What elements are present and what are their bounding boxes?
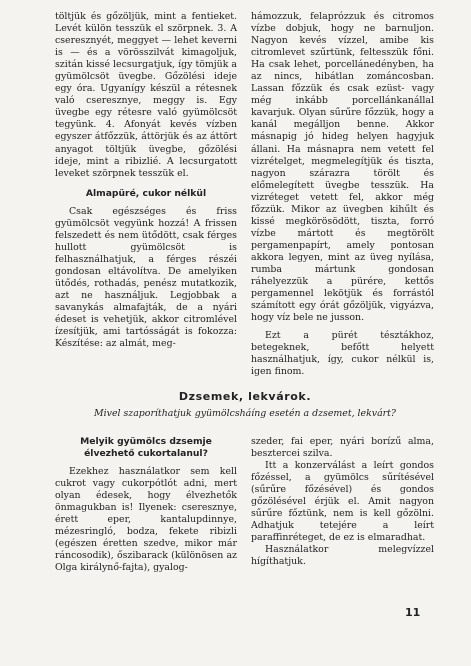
column-bottom-left [55, 436, 237, 574]
column-top-left [55, 11, 237, 350]
paragraph: Csak egészséges és friss gyümölcsöt vegyünk hozzá! A frissen felszedett és nem ütődött, csak férges hullott gyümölcsöt is felhasználhatjuk, a férges részéi gondosan eltávolítva. De amelyiken ütődés, rothadás, penész mutatkozik, azt ne használjuk. Legjobbak a savanykás almafajták, de a nyári édeset is vehetjük, akkor citromlével ízesítjük, ami tartósságát is fokozza: Készítése: az almát, meg- [55, 205, 237, 350]
section-title: Dzsemek, lekvárok. [178, 390, 312, 403]
question-heading: Melyik gyümölcs dzsemje élvezhető cukortalanul? [80, 436, 212, 459]
paragraph: Itt a konzerválást a leírt gondos főzéssel, a gyümölcs sűrítésével (sűrűre főzésével) és gondos gőzölésével érjük el. Amit nagyon sűrűre főztünk, nem is kell gőzölni. Adhatjuk tetejére a leírt paraffinréteget, de ez is elmaradhat. [251, 460, 434, 544]
recipe-heading: Almapüré, cukor nélkül [85, 187, 207, 199]
paragraph: Ezt a pürét tésztákhoz, betegeknek, befőtt helyett használhatjuk, így, cukor nélkül is, igen finom. [251, 330, 434, 378]
section-subtitle: Mivel szaporíthatjuk gyümölcsháíng esetén a dzsemet, lekvárt? [94, 408, 396, 419]
page-number: 11 [405, 606, 421, 619]
column-top-right [251, 11, 434, 378]
paragraph: hámozzuk, felaprózzuk és citromos vízbe dobjuk, hogy ne barnuljon. Nagyon kevés vízzel, amibe kis citromlevet szűrtünk, feltesszük főni. Ha csak lehet, porcellánedényben, ha az nincs, hibátlan zománcosban. Lassan főzzük és csak ezüst- vagy még inkább porcellánkanállal kavarjuk. Olyan sűrűre főzzük, hogy a kanál megálljon benne. Akkor másnapig jó hideg helyen hagyjuk állani. Ha másnapra nem vetett fel vizrételget, megmelegítjük és tiszta, nagyon szárazra törölt és előmelegített üvegbe tesszük. Ha vizréteget vetett fel, akkor még főzzük. Mikor az üvegben kihűlt és kissé megkörösödött, tiszta, forró vízbe mártott és megtörölt pergamenpapírt, amely pontosan akkora legyen, mint az üveg nyílása, rumba mártunk gondosan ráhelyezzük a pürére, kettős pergamennel lekötjük és forrástól számított egy órát gőzöljük, vigyázva, hogy víz bele ne jusson. [251, 11, 434, 324]
paragraph: töltjük és gőzöljük, mint a fentieket. Levét külön tesszük el szörpnek. 3. A cseresznyét, meggyet — lehet keverni is — és a vörösszilvát kimagoljuk, szitán kissé lecsurgatjuk, így tömjük a gyümölcsöt üvegbe. Gőzölési ideje egy óra. Ugyanígy készül a rétesnek való cseresznye, meggy is. Egy üvegbe egy rétesre való gyümölcsöt tegyünk. 4. Afonyát kevés vízben egyszer átfőzzük, áttörjük és az áttört anyagot töltjük üvegbe, gőzölési ideje, mint a ribizlié. A lecsurgatott leveket szörpnek tesszük el. [55, 11, 237, 179]
paragraph: Használatkor melegvízzel hígíthatjuk. [251, 544, 434, 568]
column-bottom-right [251, 436, 434, 569]
paragraph: szeder, fai eper, nyári borízű alma, besztercei szilva. [251, 436, 434, 460]
paragraph: Ezekhez használatkor sem kell cukrot vagy cukorpótlót adni, mert olyan édesek, hogy élvezhetők önmagukban is! Ilyenek: cseresznye, érett eper, kantalupdinnye, mézesringló, bodza, fekete ribizli (egészen éretten szedve, mikor már ráncosodik), őszibarack (különösen az Olga királynő-fajta), gyalog- [55, 466, 237, 574]
